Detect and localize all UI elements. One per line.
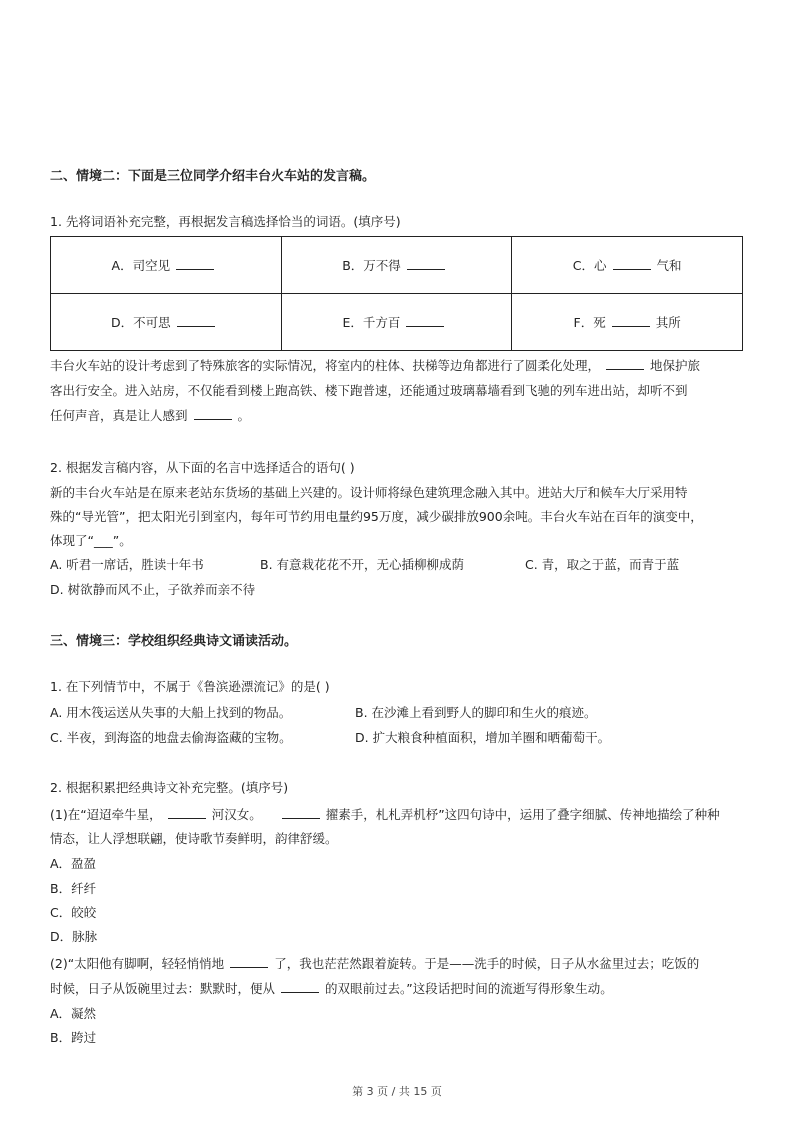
- choice-item[interactable]: A．盈盈: [50, 856, 97, 871]
- option-a[interactable]: A. 听君一席话，胜读十年书: [50, 557, 204, 572]
- blank[interactable]: [282, 817, 320, 819]
- word-completion-table: [50, 236, 743, 351]
- option-b[interactable]: B. 在沙滩上看到野人的脚印和生火的痕迹。: [355, 705, 597, 720]
- blank[interactable]: [612, 325, 650, 327]
- choice-item[interactable]: C．皎皎: [50, 905, 97, 920]
- choice-item[interactable]: A．凝然: [50, 1006, 97, 1021]
- option-d[interactable]: D. 扩大粮食种植面积，增加羊圈和晒葡萄干。: [355, 730, 611, 745]
- question-3-2-stem: 2. 根据积累把经典诗文补充完整。(填序号): [50, 780, 289, 795]
- choice-item[interactable]: B．纤纤: [50, 881, 97, 896]
- blank[interactable]: [407, 268, 445, 270]
- option-b[interactable]: B. 有意栽花花不开，无心插柳柳成荫: [260, 557, 465, 572]
- table-cell-e: E．千方百: [281, 294, 512, 351]
- table-cell-a: A．司空见: [51, 237, 282, 294]
- question-3-1-stem: 1. 在下列情节中，不属于《鲁滨逊漂流记》的是( ): [50, 679, 330, 694]
- blank[interactable]: [606, 368, 644, 370]
- table-cell-d: D．不可思: [51, 294, 282, 351]
- section-2-title: 二、情境二：下面是三位同学介绍丰台火车站的发言稿。: [50, 169, 376, 184]
- blank[interactable]: [230, 966, 268, 968]
- table-cell-b: B．万不得: [281, 237, 512, 294]
- question-2-1-stem: 1. 先将词语补充完整，再根据发言稿选择恰当的词语。(填序号): [50, 214, 401, 229]
- question-2-2-stem: 2. 根据发言稿内容，从下面的名言中选择适合的语句( ): [50, 460, 355, 475]
- blank[interactable]: [194, 418, 232, 420]
- table-cell-f: F．死 其所: [512, 294, 743, 351]
- section-3-title: 三、情境三：学校组织经典诗文诵读活动。: [50, 634, 298, 649]
- blank[interactable]: [168, 817, 206, 819]
- choice-item[interactable]: B．跨过: [50, 1030, 97, 1045]
- option-a[interactable]: A. 用木筏运送从失事的大船上找到的物品。: [50, 705, 292, 720]
- passage-line: 新的丰台火车站是在原来老站东货场的基础上兴建的。设计师将绿色建筑理念融入其中。进站大厅和候车大厅采用特: [50, 485, 688, 500]
- passage-line: 时候，日子从饭碗里过去：默默时，便从 的双眼前过去。”这段话把时间的流逝写得形象生动。: [50, 981, 613, 996]
- passage-line: 客出行安全。进入站房，不仅能看到楼上跑高铁、楼下跑普速，还能通过玻璃幕墙看到飞驰的列车进出站，却听不到: [50, 383, 688, 398]
- passage-line: 任何声音，真是让人感到 。: [50, 408, 251, 423]
- blank[interactable]: [281, 991, 319, 993]
- table-cell-c: C．心 气和: [512, 237, 743, 294]
- blank[interactable]: [406, 325, 444, 327]
- choice-item[interactable]: D．脉脉: [50, 929, 98, 944]
- blank[interactable]: [613, 268, 651, 270]
- passage-line: 情态，让人浮想联翩，使诗歌节奏鲜明，韵律舒缓。: [50, 831, 338, 846]
- passage-line: (1)在“迢迢牵牛星， 河汉女。 擢素手，札札弄机杼”这四句诗中，运用了叠字细腻、传神地描绘了种种: [50, 807, 720, 822]
- blank[interactable]: [176, 268, 214, 270]
- page-footer: 第 3 页 / 共 15 页: [352, 1085, 442, 1098]
- passage-line: 丰台火车站的设计考虑到了特殊旅客的实际情况，将室内的柱体、扶梯等边角都进行了圆柔化处理， 地保护旅: [50, 358, 701, 373]
- option-c[interactable]: C. 青，取之于蓝，而青于蓝: [525, 557, 680, 572]
- blank[interactable]: [177, 325, 215, 327]
- table-row: [51, 237, 743, 294]
- option-d[interactable]: D. 树欲静而风不止，子欲养而亲不待: [50, 582, 256, 597]
- passage-line: (2)“太阳他有脚啊，轻轻悄悄地 了，我也茫茫然跟着旋转。于是——洗手的时候，日子从水盆里过去；吃饭的: [50, 956, 700, 971]
- option-c[interactable]: C. 半夜，到海盗的地盘去偷海盗藏的宝物。: [50, 730, 292, 745]
- passage-line: 殊的“导光管”，把太阳光引到室内，每年可节约用电量约95万度，减少碳排放900余吨。丰台火车站在百年的演变中，: [50, 509, 703, 524]
- table-row: [51, 294, 743, 351]
- passage-line: 体现了“___”。: [50, 533, 132, 548]
